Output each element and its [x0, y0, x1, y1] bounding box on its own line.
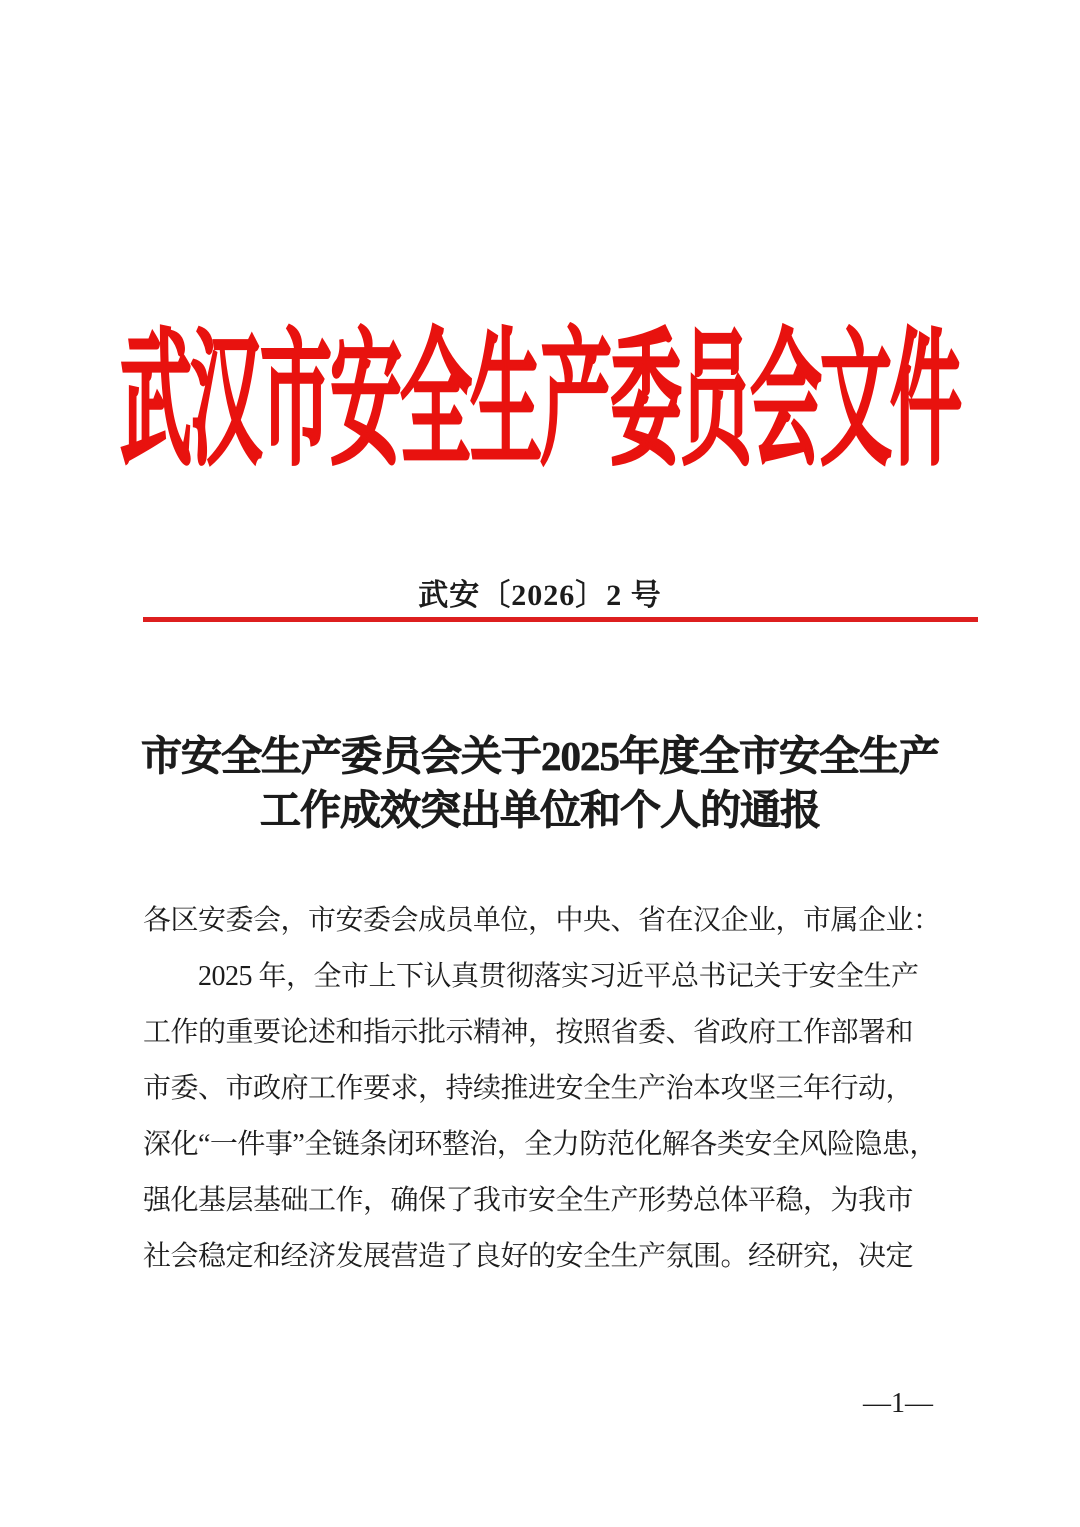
salutation-line: 各区安委会，市安委会成员单位，中央、省在汉企业，市属企业：	[143, 905, 941, 936]
body-line: 2025 年，全市上下认真贯彻落实习近平总书记关于安全生产	[198, 961, 919, 992]
body-line: 市委、市政府工作要求，持续推进安全生产治本攻坚三年行动，	[143, 1073, 914, 1104]
document-body	[143, 893, 943, 1285]
body-line: 社会稳定和经济发展营造了良好的安全生产氛围。经研究，决定	[143, 1241, 914, 1272]
document-title	[0, 729, 1080, 837]
body-line: 工作的重要论述和指示批示精神，按照省委、省政府工作部署和	[143, 1017, 914, 1048]
body-line: 深化“一件事”全链条闭环整治，全力防范化解各类安全风险隐患，	[143, 1129, 937, 1160]
page-number: —1—	[863, 1388, 933, 1419]
document-title-line2: 工作成效突出单位和个人的通报	[260, 787, 820, 833]
document-letterhead	[0, 319, 1080, 484]
letterhead-org-title: 武汉市安全生产委员会文件	[119, 319, 960, 484]
red-divider-line	[143, 617, 978, 622]
document-number: 武安〔2026〕2 号	[418, 579, 662, 612]
document-title-line1: 市安全生产委员会关于2025年度全市安全生产	[141, 733, 939, 779]
body-line: 强化基层基础工作，确保了我市安全生产形势总体平稳，为我市	[143, 1185, 914, 1216]
